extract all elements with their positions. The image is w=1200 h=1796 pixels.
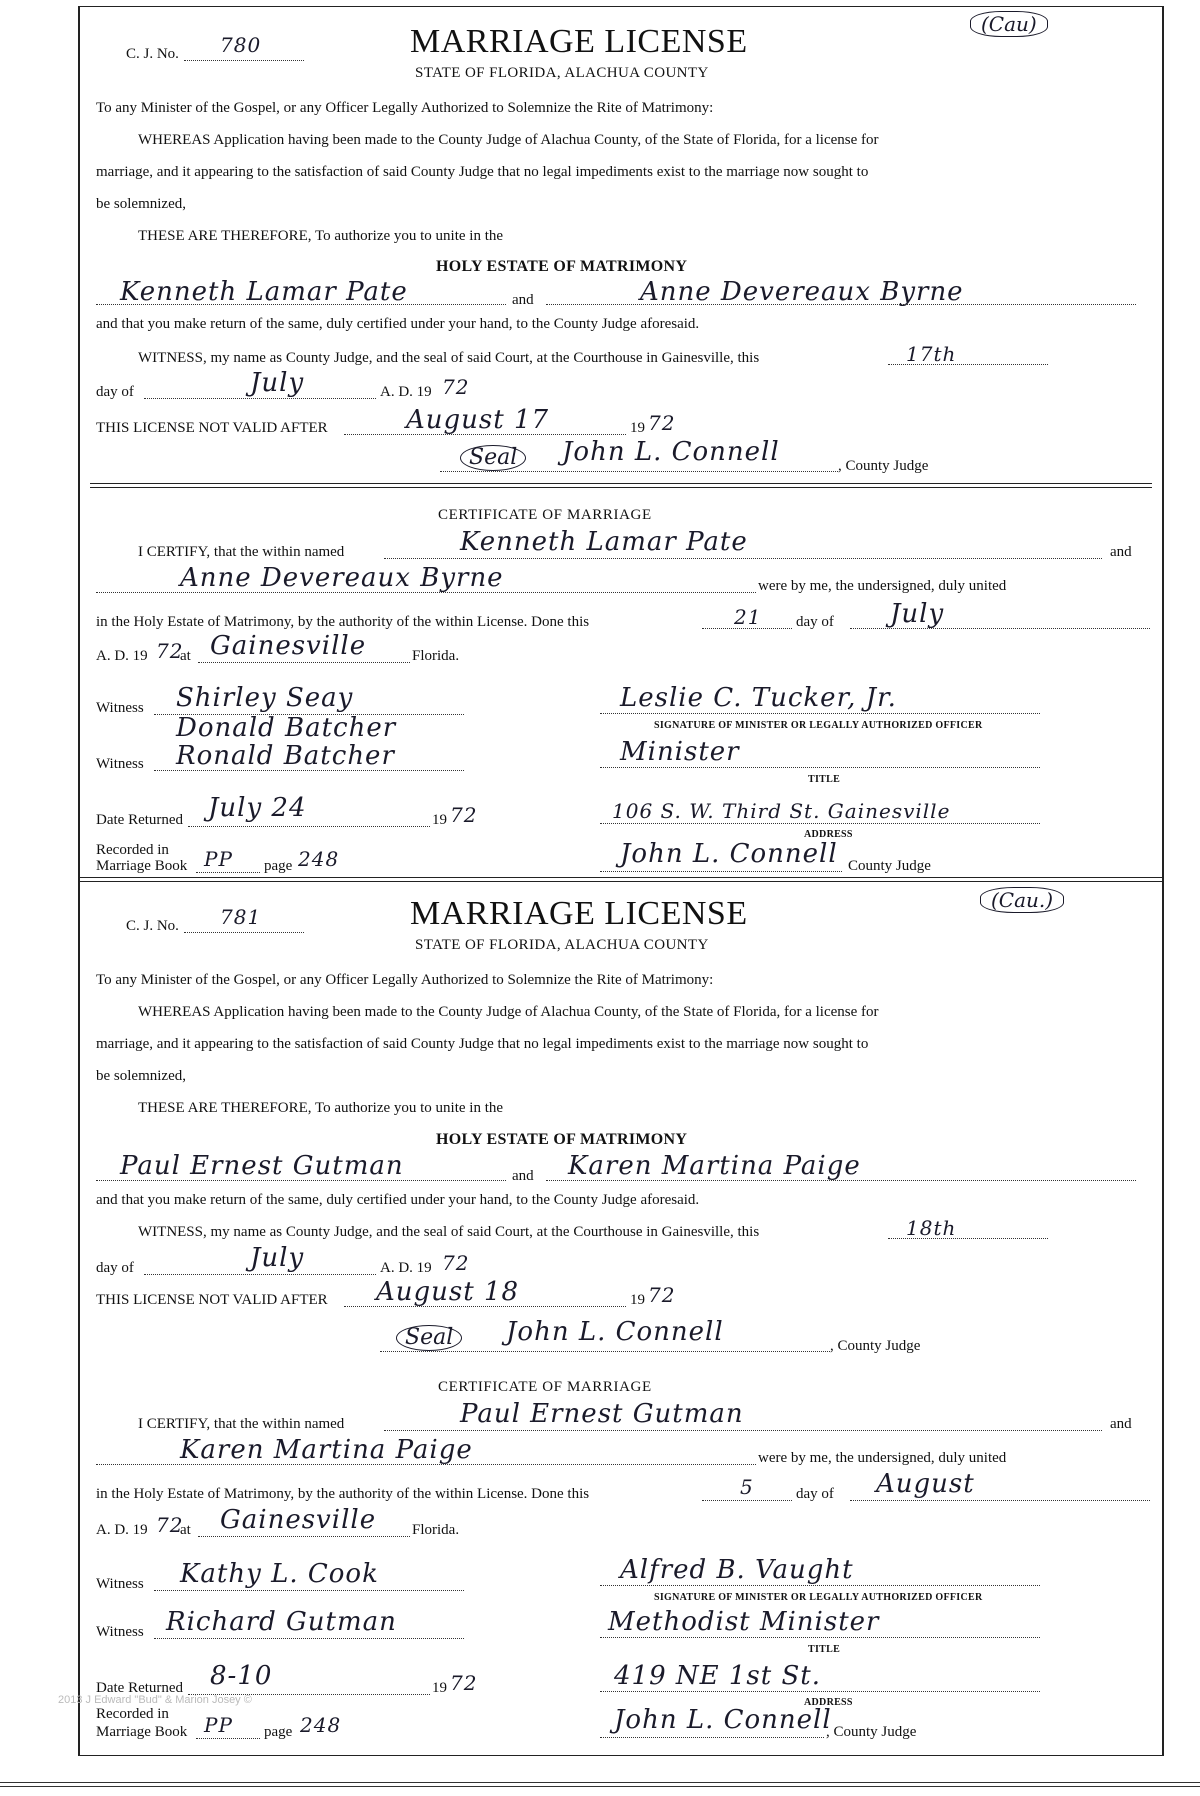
therefore-line: THESE ARE THEREFORE, To authorize you to unite in the bbox=[138, 1100, 504, 1116]
marriage-book-label: Marriage Book bbox=[96, 1724, 188, 1740]
officiant-title: Minister bbox=[620, 737, 740, 767]
date-returned-label: Date Returned bbox=[96, 1680, 184, 1696]
place-dots bbox=[198, 1536, 410, 1537]
month-dots bbox=[144, 398, 376, 399]
witness-2: Ronald Batcher bbox=[176, 741, 395, 771]
nv-year-label: 19 bbox=[630, 1292, 645, 1308]
return-line: and that you make return of the same, duly certified under your hand, to the County Judge aforesaid. bbox=[96, 1192, 700, 1208]
day-of-label: day of bbox=[96, 384, 134, 400]
day-of-label-2: day of bbox=[796, 614, 834, 630]
ad-year: 72 bbox=[442, 1251, 470, 1275]
judge-dots bbox=[440, 471, 838, 472]
cert-groom-dots bbox=[384, 1430, 1102, 1431]
witness-label-1: Witness bbox=[96, 1576, 144, 1592]
ad2-label: A. D. 19 bbox=[96, 648, 148, 664]
not-valid-date: August 17 bbox=[406, 405, 550, 435]
judge-dots bbox=[380, 1351, 830, 1352]
ad-label: A. D. 19 bbox=[380, 384, 432, 400]
title-dots bbox=[600, 767, 1040, 768]
date-returned-dots bbox=[188, 826, 430, 827]
witness-label-1: Witness bbox=[96, 700, 144, 716]
county-judge-label: , County Judge bbox=[830, 1338, 921, 1354]
cau-stamp: (Cau.) bbox=[980, 887, 1064, 913]
whereas-line-3: be solemnized, bbox=[96, 196, 186, 212]
ad-year: 72 bbox=[442, 375, 470, 399]
cert-and: and bbox=[1110, 544, 1132, 560]
dr-year-label: 19 bbox=[432, 812, 447, 828]
address-dots bbox=[600, 823, 1040, 824]
page-number: 248 bbox=[298, 847, 340, 871]
judge2-dots bbox=[600, 1737, 824, 1738]
bride-dots bbox=[546, 1180, 1136, 1181]
groom-name: Paul Ernest Gutman bbox=[120, 1151, 404, 1181]
bride-dots bbox=[546, 304, 1136, 305]
holy-estate-line: in the Holy Estate of Matrimony, by the authority of the within License. Done this bbox=[96, 1486, 590, 1502]
witness-label-2: Witness bbox=[96, 1624, 144, 1640]
holy-estate-heading: HOLY ESTATE OF MATRIMONY bbox=[436, 1131, 688, 1148]
signature-caption: SIGNATURE OF MINISTER OR LEGALLY AUTHORIZED OFFICER bbox=[654, 720, 983, 731]
dr-year: 72 bbox=[450, 803, 478, 827]
cert-groom-dots bbox=[384, 558, 1102, 559]
county-judge-label: , County Judge bbox=[838, 458, 929, 474]
cert-bride-dots bbox=[96, 1464, 756, 1465]
bride-name: Anne Devereaux Byrne bbox=[640, 277, 964, 307]
at-label: at bbox=[180, 648, 191, 664]
return-line: and that you make return of the same, duly certified under your hand, to the County Judge aforesaid. bbox=[96, 316, 700, 332]
month: July bbox=[250, 1243, 305, 1273]
officiant-address: 106 S. W. Third St. Gainesville bbox=[612, 799, 951, 823]
judge-signature: John L. Connell bbox=[562, 437, 780, 467]
seal-mark: Seal bbox=[396, 1325, 462, 1351]
cert-and: and bbox=[1110, 1416, 1132, 1432]
judge-signature: John L. Connell bbox=[506, 1317, 724, 1347]
marriage-book: PP bbox=[204, 847, 233, 871]
cj-number: 780 bbox=[220, 33, 262, 57]
officiant-title: Methodist Minister bbox=[608, 1607, 880, 1637]
page-bottom-rule bbox=[0, 1782, 1200, 1787]
done-day: 21 bbox=[734, 605, 762, 629]
certify-label: I CERTIFY, that the within named bbox=[138, 1416, 345, 1432]
witness-2: Richard Gutman bbox=[166, 1607, 397, 1637]
cert-bride: Anne Devereaux Byrne bbox=[180, 563, 504, 593]
certificate-title: CERTIFICATE OF MARRIAGE bbox=[438, 1379, 652, 1395]
cj-dots bbox=[184, 60, 304, 61]
seal-mark: Seal bbox=[460, 445, 526, 471]
whereas-line-2: marriage, and it appearing to the satisfaction of said County Judge that no legal impediments exist to the marriage now sought to bbox=[96, 164, 869, 180]
page-label: page bbox=[264, 858, 293, 874]
whereas-line-3: be solemnized, bbox=[96, 1068, 186, 1084]
cj-label: C. J. No. bbox=[126, 918, 179, 934]
groom-name: Kenneth Lamar Pate bbox=[120, 277, 408, 307]
witness-extra: Donald Batcher bbox=[176, 713, 397, 743]
florida-label: Florida. bbox=[412, 1522, 460, 1538]
cert-bride: Karen Martina Paige bbox=[180, 1435, 473, 1465]
officiant-dots bbox=[600, 713, 1040, 714]
officiant-dots bbox=[600, 1585, 1040, 1586]
witness-1: Kathy L. Cook bbox=[180, 1559, 379, 1589]
cert-bride-dots bbox=[96, 592, 756, 593]
license-title: MARRIAGE LICENSE bbox=[410, 895, 748, 932]
groom-dots bbox=[96, 1180, 506, 1181]
whereas-line-1: WHEREAS Application having been made to the County Judge of Alachua County, of the State of Florida, for a license for bbox=[138, 1004, 879, 1020]
date-returned: July 24 bbox=[208, 793, 307, 823]
done-month-dots bbox=[850, 1500, 1150, 1501]
cau-stamp: (Cau) bbox=[970, 11, 1048, 37]
witness-day: 17th bbox=[906, 342, 957, 366]
page-label: page bbox=[264, 1724, 293, 1740]
officiant-signature: Alfred B. Vaught bbox=[620, 1555, 854, 1585]
therefore-line: THESE ARE THEREFORE, To authorize you to unite in the bbox=[138, 228, 504, 244]
dr-year: 72 bbox=[450, 1671, 478, 1695]
witness-1: Shirley Seay bbox=[176, 683, 354, 713]
recorded-label: Recorded in bbox=[96, 842, 169, 858]
place: Gainesville bbox=[220, 1505, 377, 1535]
recorded-label: Recorded in bbox=[96, 1706, 169, 1722]
marriage-book-label: Marriage Book bbox=[96, 858, 188, 874]
and-label: and bbox=[512, 292, 534, 308]
signature-caption: SIGNATURE OF MINISTER OR LEGALLY AUTHORIZED OFFICER bbox=[654, 1592, 983, 1603]
address-line: To any Minister of the Gospel, or any Officer Legally Authorized to Solemnize the Rite of Matrimony: bbox=[96, 972, 714, 988]
whereas-line-1: WHEREAS Application having been made to the County Judge of Alachua County, of the State of Florida, for a license for bbox=[138, 132, 879, 148]
ad2-label: A. D. 19 bbox=[96, 1522, 148, 1538]
place-dots bbox=[198, 662, 410, 663]
cj-label: C. J. No. bbox=[126, 46, 179, 62]
cert-groom: Kenneth Lamar Pate bbox=[460, 527, 748, 557]
not-valid-label: THIS LICENSE NOT VALID AFTER bbox=[96, 1292, 328, 1308]
witness-day: 18th bbox=[906, 1216, 957, 1240]
license-subtitle: STATE OF FLORIDA, ALACHUA COUNTY bbox=[415, 65, 709, 81]
address-dots bbox=[600, 1691, 1040, 1692]
copyright-watermark: 2013 J Edward "Bud" & Marion Josey © bbox=[58, 1694, 252, 1706]
and-label: and bbox=[512, 1168, 534, 1184]
done-day-dots bbox=[702, 1500, 792, 1501]
nv-year: 72 bbox=[648, 411, 676, 435]
month: July bbox=[250, 368, 305, 398]
not-valid-label: THIS LICENSE NOT VALID AFTER bbox=[96, 420, 328, 436]
month-dots bbox=[144, 1274, 376, 1275]
county-judge-label-2: , County Judge bbox=[826, 1724, 917, 1740]
dr-year-label: 19 bbox=[432, 1680, 447, 1696]
date-returned: 8-10 bbox=[210, 1661, 273, 1691]
title-caption: TITLE bbox=[808, 1644, 841, 1655]
nv-year-label: 19 bbox=[630, 420, 645, 436]
county-judge-label-2: County Judge bbox=[848, 858, 931, 874]
marriage-license-1 bbox=[80, 7, 1162, 877]
certify-label: I CERTIFY, that the within named bbox=[138, 544, 345, 560]
license-subtitle: STATE OF FLORIDA, ALACHUA COUNTY bbox=[415, 937, 709, 953]
witness-label-2: Witness bbox=[96, 756, 144, 772]
book-dots bbox=[196, 1738, 260, 1739]
officiant-signature: Leslie C. Tucker, Jr. bbox=[620, 683, 897, 713]
at-label: at bbox=[180, 1522, 191, 1538]
witness2-dots bbox=[154, 1638, 464, 1639]
day-of-label-2: day of bbox=[796, 1486, 834, 1502]
judge2-dots bbox=[600, 871, 842, 872]
cj-number: 781 bbox=[220, 905, 262, 929]
title-dots bbox=[600, 1637, 1040, 1638]
address-caption: ADDRESS bbox=[804, 1697, 853, 1708]
document-sheet bbox=[78, 6, 1164, 1756]
certificate-title: CERTIFICATE OF MARRIAGE bbox=[438, 507, 652, 523]
license-title: MARRIAGE LICENSE bbox=[410, 23, 748, 60]
not-valid-date: August 18 bbox=[376, 1277, 520, 1307]
florida-label: Florida. bbox=[412, 648, 460, 664]
marriage-license-2 bbox=[80, 879, 1162, 1755]
holy-estate-heading: HOLY ESTATE OF MATRIMONY bbox=[436, 258, 688, 275]
witness-judge-line: WITNESS, my name as County Judge, and the seal of said Court, at the Courthouse in Gainesville, this bbox=[138, 1224, 760, 1240]
ad-label: A. D. 19 bbox=[380, 1260, 432, 1276]
page-number: 248 bbox=[300, 1713, 342, 1737]
judge-signature-2: John L. Connell bbox=[614, 1705, 832, 1735]
whereas-line-2: marriage, and it appearing to the satisfaction of said County Judge that no legal impediments exist to the marriage now sought to bbox=[96, 1036, 869, 1052]
bride-name: Karen Martina Paige bbox=[568, 1151, 861, 1181]
ad2-year: 72 bbox=[156, 1513, 184, 1537]
cj-dots bbox=[184, 932, 304, 933]
done-month: July bbox=[890, 599, 945, 629]
done-day: 5 bbox=[740, 1475, 754, 1499]
book-dots bbox=[196, 872, 260, 873]
ad2-year: 72 bbox=[156, 639, 184, 663]
cert-groom: Paul Ernest Gutman bbox=[460, 1399, 744, 1429]
nv-year: 72 bbox=[648, 1283, 676, 1307]
witness1-dots bbox=[154, 1590, 464, 1591]
address-line: To any Minister of the Gospel, or any Officer Legally Authorized to Solemnize the Rite of Matrimony: bbox=[96, 100, 714, 116]
address-caption: ADDRESS bbox=[804, 829, 853, 840]
date-returned-label: Date Returned bbox=[96, 812, 184, 828]
were-united: were by me, the undersigned, duly united bbox=[758, 1450, 1007, 1466]
place: Gainesville bbox=[210, 631, 367, 661]
holy-estate-line: in the Holy Estate of Matrimony, by the authority of the within License. Done this bbox=[96, 614, 590, 630]
groom-dots bbox=[96, 304, 506, 305]
section-divider bbox=[90, 483, 1152, 488]
judge-signature-2: John L. Connell bbox=[620, 839, 838, 869]
day-of-label: day of bbox=[96, 1260, 134, 1276]
were-united: were by me, the undersigned, duly united bbox=[758, 578, 1007, 594]
done-month: August bbox=[876, 1469, 975, 1499]
officiant-address: 419 NE 1st St. bbox=[614, 1661, 822, 1691]
marriage-book: PP bbox=[204, 1713, 233, 1737]
title-caption: TITLE bbox=[808, 774, 841, 785]
witness-judge-line: WITNESS, my name as County Judge, and the seal of said Court, at the Courthouse in Gainesville, this bbox=[138, 350, 760, 366]
